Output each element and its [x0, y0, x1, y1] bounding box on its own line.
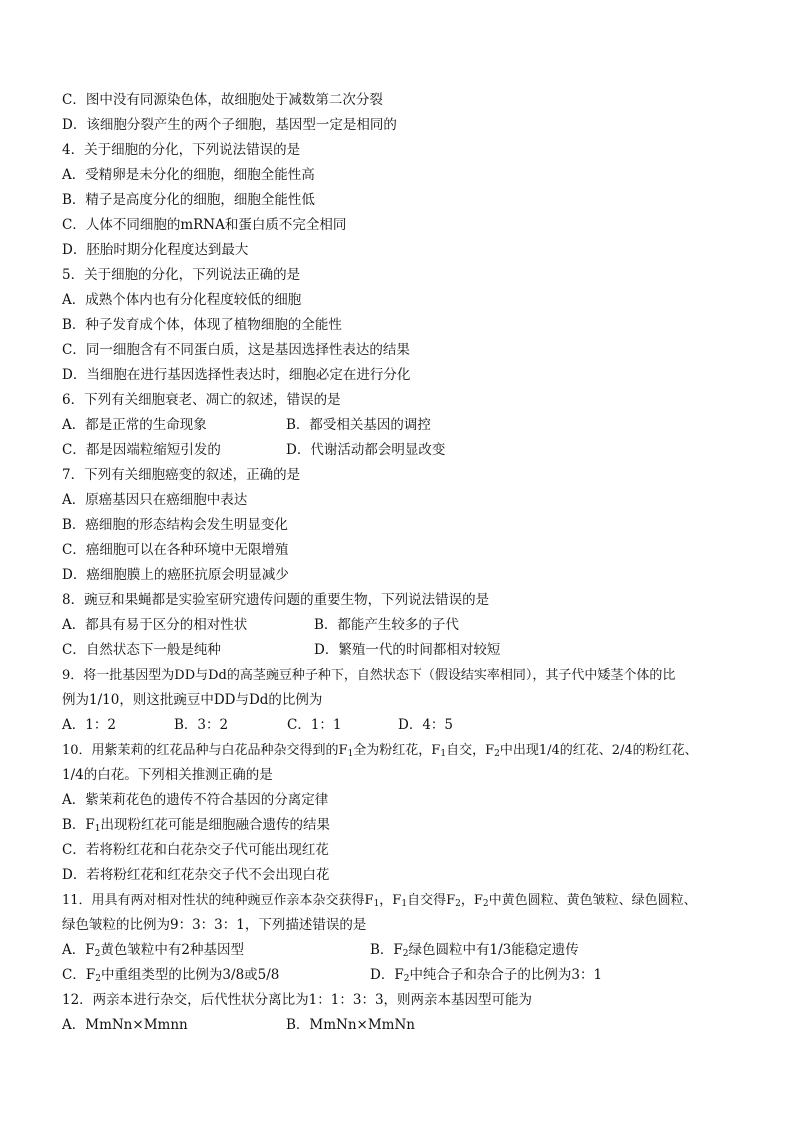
q11d-sub: 2	[403, 974, 410, 984]
question-5-option-c: C．同一细胞含有不同蛋白质，这是基因选择性表达的结果	[62, 342, 410, 358]
q11b-sub: 2	[402, 949, 409, 959]
question-6-option-c: C．都是因端粒缩短引发的	[62, 442, 221, 458]
q10-sub-3: 2	[494, 749, 500, 759]
q11d-post: 中纯合子和杂合子的比例为3：1	[409, 967, 603, 983]
q11d-pre: D．F	[370, 967, 404, 983]
question-11-option-a	[62, 938, 244, 963]
question-10-option-a: A．紫茉莉花色的遗传不符合基因的分离定律	[62, 792, 329, 808]
q10b-pre: B．F	[62, 817, 95, 833]
q10-sub-1: 1	[347, 749, 354, 759]
question-3-option-c: C．图中没有同源染色体，故细胞处于减数第二次分裂	[62, 92, 383, 108]
question-7-option-b: B．癌细胞的形态结构会发生明显变化	[62, 517, 288, 533]
question-10-option-d: D．若将粉红花和红花杂交子代不会出现白花	[62, 867, 330, 883]
question-8-option-a: A．都具有易于区分的相对性状	[62, 617, 248, 633]
question-6-options-row-2	[62, 438, 742, 463]
question-3-option-d: D．该细胞分裂产生的两个子细胞，基因型一定是相同的	[62, 117, 397, 133]
question-11-stem-line-2: 绿色皱粒的比例为9：3：3：1，下列描述错误的是	[62, 917, 367, 933]
question-4-option-c: C．人体不同细胞的mRNA和蛋白质不完全相同	[62, 217, 347, 233]
q11c-post: 中重组类型的比例为3/8或5/8	[100, 967, 280, 983]
question-11-option-d	[370, 963, 602, 988]
question-5-option-a: A．成熟个体内也有分化程度较低的细胞	[62, 292, 302, 308]
question-7-option-a: A．原癌基因只在癌细胞中表达	[62, 492, 248, 508]
question-5-option-b: B．种子发育成个体，体现了植物细胞的全能性	[62, 317, 342, 333]
question-5-stem: 5．关于细胞的分化，下列说法正确的是	[62, 267, 301, 283]
question-11-options-row-2	[62, 963, 742, 988]
q10-text-1: 10．用紫茉莉的红花品种与白花品种杂交得到的F	[62, 743, 348, 758]
q11-sub-3: 2	[455, 899, 461, 909]
q11-text-4: ，F	[460, 893, 483, 908]
q11-sub-1: 1	[373, 899, 380, 909]
q11a-post: 黄色皱粒中有2种基因型	[100, 942, 244, 958]
q11-text-1: 11．用具有两对相对性状的纯种豌豆作亲本杂交获得F	[62, 893, 374, 908]
question-9-option-b: B．3：2	[174, 717, 229, 733]
q10-text-2: 全为粉红花，F	[353, 743, 441, 758]
question-4-stem: 4．关于细胞的分化，下列说法错误的是	[62, 142, 301, 158]
question-10-option-c: C．若将粉红花和白花杂交子代可能出现红花	[62, 842, 329, 858]
q11a-sub: 2	[94, 949, 101, 959]
q11-text-5: 中黄色圆粒、黄色皱粒、绿色圆粒、	[488, 893, 697, 908]
question-10-stem-line-1	[62, 738, 742, 763]
exam-content	[62, 88, 742, 1038]
question-7-option-d: D．癌细胞膜上的癌胚抗原会明显减少	[62, 567, 289, 583]
question-12-stem: 12．两亲本进行杂交，后代性状分离比为1：1：3：3，则两亲本基因型可能为	[62, 992, 533, 1008]
question-5-option-d: D．当细胞在进行基因选择性表达时，细胞必定在进行分化	[62, 367, 411, 383]
question-8-options-row-2	[62, 638, 742, 663]
question-10-stem-line-2: 1/4的白花。下列相关推测正确的是	[62, 767, 273, 783]
question-4-option-d: D．胚胎时期分化程度达到最大	[62, 242, 249, 258]
question-9-options-row	[62, 713, 742, 738]
question-4-option-b: B．精子是高度分化的细胞，细胞全能性低	[62, 192, 315, 208]
q11b-pre: B．F	[370, 942, 403, 958]
question-7-option-c: C．癌细胞可以在各种环境中无限增殖	[62, 542, 289, 558]
question-8-stem: 8．豌豆和果蝇都是实验室研究遗传问题的重要生物，下列说法错误的是	[62, 592, 490, 608]
question-7-stem: 7．下列有关细胞癌变的叙述，正确的是	[62, 467, 301, 483]
question-6-stem: 6．下列有关细胞衰老、凋亡的叙述，错误的是	[62, 392, 341, 408]
q10-sub-2: 1	[440, 749, 447, 759]
question-6-options-row-1	[62, 413, 742, 438]
q11-sub-4: 2	[482, 899, 489, 909]
q11b-post: 绿色圆粒中有1/3能稳定遗传	[408, 942, 579, 958]
question-6-option-d: D．代谢活动都会明显改变	[286, 442, 446, 458]
q11c-sub: 2	[95, 974, 101, 984]
question-12-option-a: A．MmNn×Mmnn	[62, 1017, 188, 1033]
question-6-option-b: B．都受相关基因的调控	[286, 417, 431, 433]
q11a-pre: A．F	[62, 942, 95, 958]
question-9-stem-line-1: 9．将一批基因型为DD与Dd的高茎豌豆种子种下，自然状态下（假设结实率相同），其子代中矮茎个体的比	[62, 668, 676, 683]
question-8-option-c: C．自然状态下一般是纯种	[62, 642, 221, 658]
question-11-option-b	[370, 938, 579, 963]
q10b-post: 出现粉红花可能是细胞融合遗传的结果	[100, 817, 331, 833]
question-11-options-row-1	[62, 938, 742, 963]
q10-text-4: 中出现1/4的红花、2/4的粉红花、	[499, 743, 698, 758]
question-6-option-a: A．都是正常的生命现象	[62, 417, 207, 433]
question-4-option-a: A．受精卵是未分化的细胞，细胞全能性高	[62, 167, 315, 183]
q10b-sub: 1	[94, 824, 101, 834]
q11c-pre: C．F	[62, 967, 96, 983]
question-8-option-d: D．繁殖一代的时间都相对较短	[314, 642, 501, 658]
question-12-options-row	[62, 1013, 742, 1038]
q11-text-3: 自交得F	[407, 893, 456, 908]
question-12-option-b: B．MmNn×MmNn	[286, 1017, 415, 1033]
question-11-stem-line-1	[62, 888, 742, 913]
q10-text-3: 自交，F	[446, 743, 495, 758]
q11-sub-2: 1	[401, 899, 408, 909]
question-9-stem-line-2: 例为1/10，则这批豌豆中DD与Dd的比例为	[62, 692, 323, 708]
q11-text-2: ，F	[379, 893, 402, 908]
question-9-option-d: D．4：5	[398, 717, 454, 733]
question-9-option-a: A．1：2	[62, 717, 116, 733]
question-10-option-b	[62, 813, 742, 838]
question-8-option-b: B．都能产生较多的子代	[314, 617, 459, 633]
question-11-option-c	[62, 963, 279, 988]
question-9-option-c: C．1：1	[287, 717, 342, 733]
question-8-options-row-1	[62, 613, 742, 638]
